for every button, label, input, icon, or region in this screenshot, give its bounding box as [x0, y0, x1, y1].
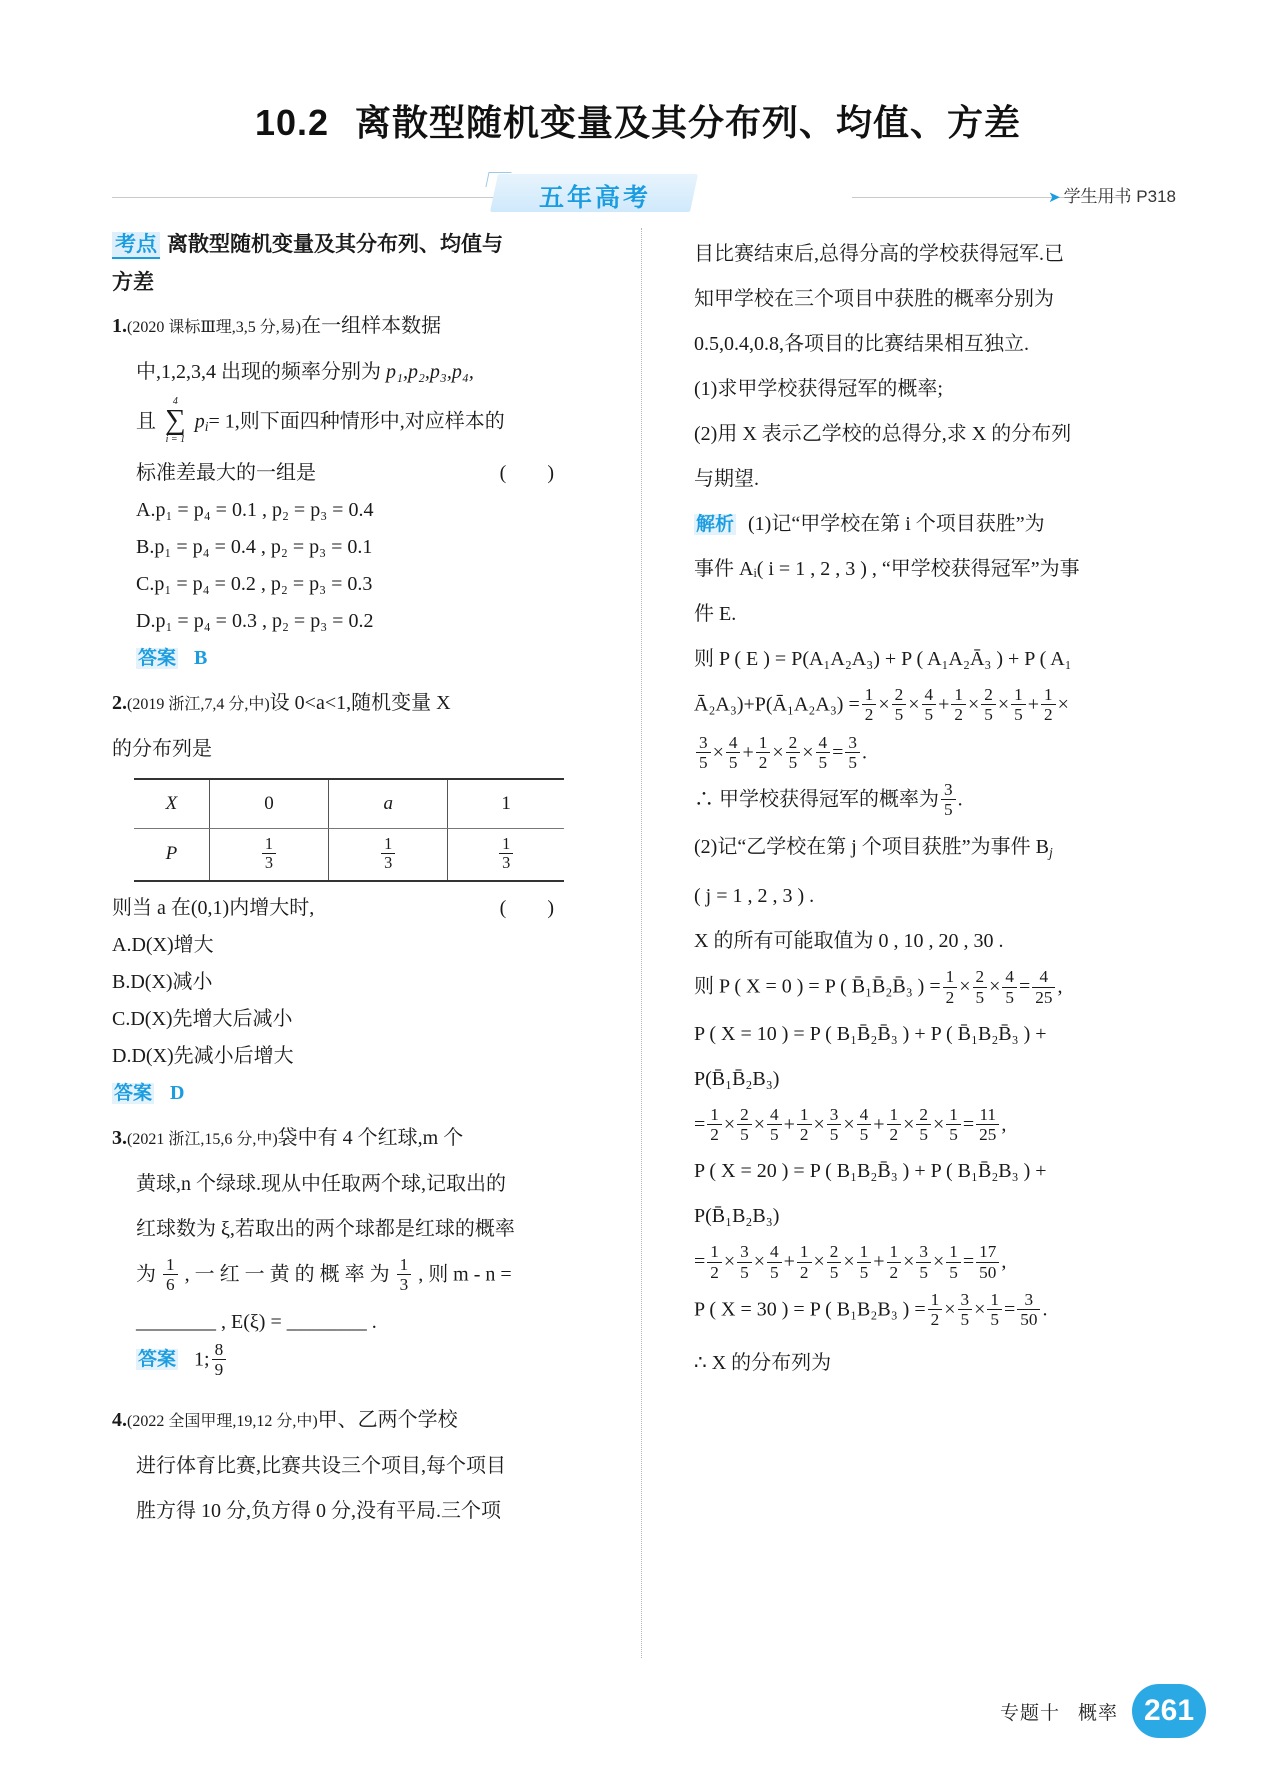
fraction: $\frac{2}{5}$ — [981, 685, 996, 725]
answer-label-3: 答案 — [138, 1349, 177, 1371]
question-3-line5: ________ , E(ξ) = ________ . — [136, 1310, 377, 1333]
kaodian-heading — [112, 228, 590, 262]
fraction: $\frac{1}{5}$ — [946, 1105, 961, 1145]
question-1-line2 — [112, 354, 590, 391]
fraction — [1032, 967, 1055, 1007]
frac-numerator: 1 — [166, 1255, 175, 1275]
answer-value-2: D — [170, 1082, 185, 1105]
answer-label-2: 答案 — [114, 1083, 153, 1105]
kaodian-tag: 考点 — [112, 232, 160, 259]
question-3-line1 — [112, 1120, 590, 1158]
fraction: $\frac{2}{5}$ — [737, 1105, 752, 1145]
fraction: $\frac{1}{2}$ — [797, 1105, 812, 1145]
solution-label: 解析 — [696, 514, 735, 535]
solution-line1-text: (1)记“甲学校在第 i 个项目获胜”为 — [748, 513, 1045, 535]
question-1-vars: p₁,p₂,p₃,p₄, — [386, 361, 474, 383]
question-3-line4-tail: , 则 m - n = — [418, 1263, 512, 1286]
fraction: $\frac{4}{5}$ — [767, 1105, 782, 1145]
question-4-line1-tail: 甲、乙两个学校 — [317, 1409, 458, 1432]
fraction: $\frac{1}{2}$ — [887, 1105, 902, 1145]
question-1-number: 1. — [112, 315, 127, 337]
question-1-line1-tail: 在一组样本数据 — [301, 315, 442, 337]
question-2-option-d: D.D(X)先减小后增大 — [112, 1045, 294, 1068]
page-number-badge: 261 — [1132, 1684, 1206, 1738]
fraction — [1017, 1290, 1040, 1330]
right-column — [694, 228, 1172, 1668]
sigma-icon: ∑ — [165, 404, 186, 436]
frac-numerator: 1 — [399, 1255, 409, 1275]
fraction: $\frac{1}{2}$ — [707, 1105, 722, 1145]
question-3-line4-pre: 为 — [136, 1263, 156, 1286]
frac-denominator: 3 — [262, 853, 276, 872]
question-1-answer — [112, 640, 590, 677]
fraction: $\frac{2}{5}$ — [973, 967, 988, 1007]
fraction: $\frac{1}{5}$ — [987, 1290, 1002, 1330]
px30-pre: P ( X = 30 ) = P ( B₁B₂B₃ ) = — [694, 1298, 926, 1321]
part2-line3: X 的所有可能取值为 0 , 10 , 20 , 30 . — [694, 930, 1004, 953]
student-book-reference — [1048, 182, 1176, 207]
part2-line1 — [694, 829, 1172, 871]
px10-calc: = $\frac{1}{2}$ × $\frac{2}{5}$ × $\frac{4}{5}$ + $\frac{1}{2}$ × $\frac{3}{5}$ × $\frac{4}{5}$ + $\frac{1}{2}$ × $\frac{2}{5}$ × $\frac{1}{5}$ = $\frac{11}{25}$ , — [694, 1104, 1007, 1145]
px20-calc: = $\frac{1}{2}$ × $\frac{3}{5}$ × $\frac{4}{5}$ + $\frac{1}{2}$ × $\frac{2}{5}$ × $\frac{1}{5}$ + $\frac{1}{2}$ × $\frac{3}{5}$ × $\frac{1}{5}$ = $\frac{17}{50}$ , — [694, 1242, 1007, 1282]
frac-numerator: 3 — [944, 780, 953, 800]
distribution-table-q2 — [134, 778, 564, 883]
fraction: $\frac{1}{2}$ — [928, 1290, 943, 1330]
question-3-answer — [112, 1341, 590, 1381]
fraction: $\frac{3}{5}$ — [845, 733, 860, 773]
answer-value-1: B — [194, 646, 208, 669]
fraction: $\frac{1}{2}$ — [862, 685, 877, 725]
solution-line3: 件 E. — [694, 603, 737, 625]
fraction — [976, 1242, 999, 1282]
fraction: $\frac{4}{5}$ — [857, 1105, 872, 1145]
footer-subject: 概率 — [1077, 1702, 1118, 1724]
section-number: 10.2 — [254, 102, 330, 143]
fraction — [397, 1255, 412, 1295]
question-1-line1 — [112, 308, 590, 346]
px10-line1: P ( X = 10 ) = P ( B₁B̄₂B̄₃ ) + P ( B̄₁B₂B̄₃ ) + — [694, 1022, 1047, 1045]
question-1-line4 — [112, 455, 590, 492]
solution-line1 — [694, 506, 1172, 543]
dist-x-value-1: a — [329, 779, 448, 829]
frac-numerator: 11 — [979, 1104, 997, 1124]
dist-p-value-1 — [329, 828, 448, 881]
dist-p-value-0 — [209, 828, 328, 881]
question-1-option-a: A.p₁ = p₄ = 0.1 , p₂ = p₃ = 0.4 — [136, 498, 374, 521]
question-3-line1-tail: 袋中有 4 个红球,m 个 — [277, 1127, 464, 1150]
px10-line2: P(B̄₁B̄₂B₃) — [694, 1067, 780, 1090]
pe-line3: $\frac{3}{5}$ × $\frac{4}{5}$ + $\frac{1}{2}$ × $\frac{2}{5}$ × $\frac{4}{5}$ = $\frac{3}{5}$ . — [694, 734, 1172, 774]
table-row — [134, 779, 564, 829]
fraction: $\frac{1}{5}$ — [946, 1242, 961, 1282]
footer-topic: 专题十 — [999, 1702, 1060, 1724]
banner-rule-left — [112, 197, 504, 198]
conclusion-1-pre: ∴ 甲学校获得冠军的概率为 — [694, 788, 939, 811]
sum-body-sub: i — [204, 419, 209, 435]
fraction: $\frac{3}{5}$ — [916, 1242, 931, 1282]
fraction: $\frac{3}{5}$ — [958, 1290, 973, 1330]
question-1-line3 — [112, 396, 590, 447]
fraction: $\frac{1}{2}$ — [951, 685, 966, 725]
frac-denominator: 3 — [499, 853, 513, 872]
frac-denominator: 25 — [976, 1124, 999, 1144]
sum-lower-limit: i = 1 — [165, 433, 186, 445]
section-banner — [112, 172, 1176, 212]
frac-numerator: 1 — [264, 833, 274, 853]
banner-label: 五年高考 — [538, 184, 651, 212]
part2-line2: ( j = 1 , 2 , 3 ) . — [694, 885, 815, 908]
px30-line: P ( X = 30 ) = P ( B₁B₂B₃ ) = $\frac{1}{2}$ × $\frac{3}{5}$ × $\frac{1}{5}$ = $\frac{3}{50}$ . — [694, 1289, 1048, 1330]
question-2-answer-bracket: ( ) — [499, 897, 572, 920]
question-2-line1 — [112, 685, 590, 723]
fraction: $\frac{4}{5}$ — [816, 733, 831, 773]
frac-denominator: 6 — [163, 1274, 178, 1294]
fraction: $\frac{2}{5}$ — [827, 1242, 842, 1282]
question-1-line4-text: 标准差最大的一组是 — [136, 461, 316, 484]
question-2-option-b: B.D(X)减小 — [112, 971, 213, 994]
fraction — [262, 835, 276, 873]
table-row — [134, 828, 564, 881]
fraction — [163, 1255, 178, 1295]
frac-denominator: 50 — [976, 1262, 999, 1282]
sum-body: p — [194, 410, 205, 433]
summation-symbol — [165, 397, 186, 445]
fraction: $\frac{1}{2}$ — [887, 1242, 902, 1282]
px0-line: 则 P ( X = 0 ) = P ( B̄₁B̄₂B̄₃ ) = $\frac{1}{2}$ × $\frac{2}{5}$ × $\frac{4}{5}$ = $\frac{4}{25}$ , — [694, 967, 1063, 1007]
question-1-option-d: D.p₁ = p₄ = 0.3 , p₂ = p₃ = 0.2 — [136, 609, 374, 632]
frac-numerator: 17 — [979, 1242, 997, 1262]
kaodian-heading-line2 — [112, 266, 590, 300]
pe-line1: 则 P ( E ) = P(A₁A₂A₃) + P ( A₁A₂Ā₃ ) + P ( A₁ — [694, 648, 1072, 670]
dist-x-value-2: 1 — [448, 779, 564, 829]
frac-denominator: 3 — [381, 853, 395, 872]
footer-topic-label — [1000, 1698, 1118, 1725]
fraction: $\frac{3}{5}$ — [696, 733, 711, 773]
q4-cont-line2: 知甲学校在三个项目中获胜的概率分别为 — [694, 288, 1054, 310]
question-2-source: (2019 浙江,7,4 分,中) — [127, 695, 270, 713]
part2-sub: j — [1048, 844, 1053, 860]
fraction: $\frac{1}{2}$ — [1041, 685, 1056, 725]
frac-numerator: 8 — [214, 1339, 224, 1359]
frac-denominator: 25 — [1032, 987, 1055, 1007]
fraction: $\frac{3}{5}$ — [827, 1105, 842, 1145]
question-1-option-c: C.p₁ = p₄ = 0.2 , p₂ = p₃ = 0.3 — [136, 572, 373, 595]
question-4-line3: 胜方得 10 分,负方得 0 分,没有平局.三个项 — [136, 1500, 501, 1523]
question-2-option-c: C.D(X)先增大后减小 — [112, 1008, 293, 1031]
q4-cont-line1: 目比赛结束后,总得分高的学校获得冠军.已 — [694, 243, 1064, 265]
question-2-number: 2. — [112, 691, 127, 714]
fraction: $\frac{4}{5}$ — [726, 733, 741, 773]
question-3-line4 — [112, 1256, 590, 1296]
solution-line2: 事件 Aᵢ( i = 1 , 2 , 3 ) , “甲学校获得冠军”为事 — [694, 558, 1080, 580]
fraction: $\frac{2}{5}$ — [916, 1105, 931, 1145]
frac-numerator: 1 — [502, 833, 511, 853]
question-3-line2: 黄球,n 个绿球.现从中任取两个球,记取出的 — [136, 1173, 506, 1196]
frac-denominator: 3 — [397, 1274, 412, 1294]
part2-line1-text: (2)记“乙学校在第 j 个项目获胜”为事件 B — [694, 835, 1049, 858]
question-2-answer — [112, 1075, 590, 1112]
section-title: 离散型随机变量及其分布列、均值、方差 — [355, 102, 1022, 143]
dist-row-header-p: P — [134, 828, 209, 881]
question-1-line2-text: 中,1,2,3,4 出现的频率分别为 — [136, 361, 381, 383]
question-4-line1 — [112, 1402, 590, 1440]
question-1-line3-pre: 且 — [136, 410, 156, 433]
px20-line1: P ( X = 20 ) = P ( B₁B₂B̄₃ ) + P ( B₁B̄₂B₃ ) + — [694, 1160, 1047, 1183]
fraction — [976, 1105, 999, 1145]
kaodian-title-line2: 方差 — [112, 271, 154, 294]
fraction: $\frac{1}{5}$ — [1011, 685, 1026, 725]
question-2-line1-tail: 设 0<a<1,随机变量 X — [269, 691, 451, 714]
fraction: $\frac{1}{2}$ — [756, 733, 771, 773]
fraction: $\frac{4}{5}$ — [922, 685, 937, 725]
dist-p-value-2 — [448, 828, 564, 881]
question-1-source: (2020 课标Ⅲ理,3,5 分,易) — [127, 319, 302, 336]
fraction: $\frac{1}{2}$ — [707, 1242, 722, 1282]
px0-pre: 则 P ( X = 0 ) = P ( B̄₁B̄₂B̄₃ ) = — [694, 975, 941, 998]
question-2-prompt — [112, 890, 590, 927]
student-book-ref-text: 学生用书 P318 — [1063, 187, 1176, 206]
question-4-line2: 进行体育比赛,比赛共设三个项目,每个项目 — [136, 1455, 506, 1478]
q4-cont-line4: (1)求甲学校获得冠军的概率; — [694, 378, 943, 400]
frac-numerator: 4 — [1039, 967, 1049, 987]
left-column — [112, 228, 590, 1668]
final-line: ∴ X 的分布列为 — [694, 1351, 832, 1374]
question-2-line2: 的分布列是 — [112, 737, 212, 760]
fraction: $\frac{4}{5}$ — [767, 1242, 782, 1282]
conclusion-1: ∴ 甲学校获得冠军的概率为 $\frac{3}{5}$ . — [694, 780, 963, 820]
pe-line2: Ā₂A₃)+P(Ā₁A₂A₃) = $\frac{1}{2}$ × $\frac{2}{5}$ × $\frac{4}{5}$ + $\frac{1}{2}$ × $\frac{2}{5}$ × $\frac{1}{5}$ + $\frac{1}{2}$ × — [694, 685, 1069, 725]
frac-denominator: 5 — [941, 799, 956, 819]
sum-upper-limit: 4 — [172, 396, 178, 407]
column-divider — [641, 228, 642, 1658]
dist-row-header-x: X — [134, 779, 209, 829]
question-1-answer-bracket: ( ) — [499, 461, 572, 484]
fraction: $\frac{2}{5}$ — [786, 733, 801, 773]
q4-cont-line5: (2)用 X 表示乙学校的总得分,求 X 的分布列 — [694, 423, 1072, 445]
q4-cont-line6: 与期望. — [694, 468, 759, 490]
question-3-line3: 红球数为 ξ,若取出的两个球都是红球的概率 — [136, 1218, 515, 1241]
fraction: $\frac{1}{2}$ — [943, 967, 958, 1007]
fraction — [212, 1340, 227, 1380]
question-3-number: 3. — [112, 1127, 127, 1150]
fraction: $\frac{2}{5}$ — [892, 685, 907, 725]
frac-denominator: 50 — [1017, 1309, 1040, 1329]
fraction: $\frac{1}{5}$ — [857, 1242, 872, 1282]
arrow-icon: ➤ — [1047, 189, 1061, 206]
answer-value-3-pre: 1; — [194, 1348, 210, 1371]
page-title — [0, 95, 1276, 146]
question-1-option-b: B.p₁ = p₄ = 0.4 , p₂ = p₃ = 0.1 — [136, 535, 373, 558]
kaodian-title-line1: 离散型随机变量及其分布列、均值与 — [167, 233, 503, 256]
answer-label-1: 答案 — [138, 647, 177, 669]
frac-numerator: 1 — [384, 833, 393, 853]
question-1-line3-tail: = 1,则下面四种情形中,对应样本的 — [208, 410, 505, 433]
fraction: $\frac{3}{5}$ — [737, 1242, 752, 1282]
question-2-prompt-text: 则当 a 在(0,1)内增大时, — [112, 897, 315, 920]
q4-cont-line3: 0.5,0.4,0.8,各项目的比赛结果相互独立. — [694, 333, 1029, 355]
content-columns — [112, 228, 1172, 1668]
question-2-option-a: A.D(X)增大 — [112, 934, 214, 957]
page-footer — [1000, 1684, 1206, 1738]
fraction — [941, 780, 956, 820]
question-3-line4-mid: , 一 红 一 黄 的 概 率 为 — [184, 1263, 390, 1286]
pe-line2-pre: Ā₂A₃)+P(Ā₁A₂A₃) = — [694, 693, 860, 716]
fraction: $\frac{4}{5}$ — [1002, 967, 1017, 1007]
frac-numerator: 3 — [1024, 1289, 1034, 1309]
fraction: $\frac{1}{2}$ — [797, 1242, 812, 1282]
fraction — [381, 835, 395, 873]
px20-line2: P(B̄₁B₂B₃) — [694, 1205, 780, 1228]
fraction — [499, 835, 513, 873]
dist-x-value-0: 0 — [209, 779, 328, 829]
question-4-source: (2022 全国甲理,19,12 分,中) — [127, 1413, 318, 1431]
frac-denominator: 9 — [212, 1359, 227, 1379]
question-3-source: (2021 浙江,15,6 分,中) — [127, 1131, 278, 1149]
question-4-number: 4. — [112, 1409, 127, 1432]
